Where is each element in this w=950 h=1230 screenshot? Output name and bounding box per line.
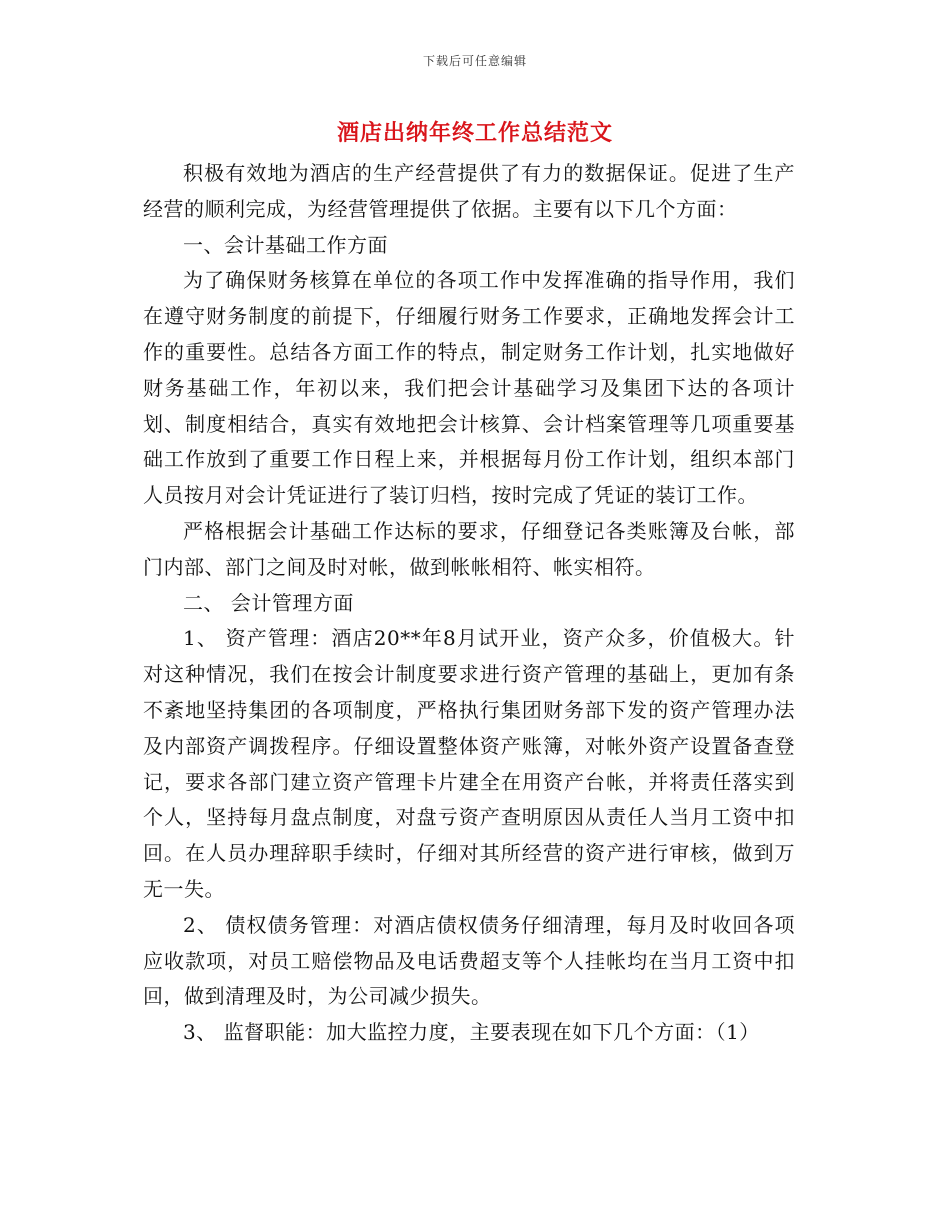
body-paragraph: 1、 资产管理：酒店20**年8月试开业，资产众多，价值极大。针对这种情况，我们在按会计制度要求进行资产管理的基础上，更加有条不紊地坚持集团的各项制度，严格执行集团财务部下发的资产管理办法及内部资产调拨程序。仔细设置整体资产账簿，对帐外资产设置备查登记，要求各部门建立资产管理卡片建全在用资产台帐，并将责任落实到个人，坚持每月盘点制度，对盘亏资产查明原因从责任人当月工资中扣回。在人员办理辞职手续时，仔细对其所经营的资产进行审核，做到万无一失。 bbox=[143, 626, 795, 901]
document-title: 酒店出纳年终工作总结范文 bbox=[336, 120, 613, 146]
body-paragraph: 为了确保财务核算在单位的各项工作中发挥准确的指导作用，我们在遵守财务制度的前提下，仔细履行财务工作要求，正确地发挥会计工作的重要性。总结各方面工作的特点，制定财务工作计划，扎实地做好财务基础工作，年初以来，我们把会计基础学习及集团下达的各项计划、制度相结合，真实有效地把会计核算、会计档案管理等几项重要基础工作放到了重要工作日程上来，并根据每月份工作计划，组织本部门人员按月对会计凭证进行了装订归档，按时完成了凭证的装订工作。 bbox=[143, 268, 795, 508]
section-heading-accounting-basics: 一、会计基础工作方面 bbox=[183, 232, 388, 257]
body-paragraph: 3、 监督职能：加大监控力度，主要表现在如下几个方面：（1） bbox=[183, 1020, 760, 1045]
section-heading-accounting-management: 二、 会计管理方面 bbox=[183, 590, 354, 615]
body-paragraph: 2、 债权债务管理：对酒店债权债务仔细清理，每月及时收回各项应收款项，对员工赔偿物品及电话费超支等个人挂帐均在当月工资中扣回，做到清理及时，为公司减少损失。 bbox=[143, 912, 795, 1009]
body-paragraph: 严格根据会计基础工作达标的要求，仔细登记各类账簿及台帐，部门内部、部门之间及时对帐，做到帐帐相符、帐实相符。 bbox=[143, 518, 795, 579]
document-body bbox=[143, 156, 795, 1051]
page-header: 下载后可任意编辑 bbox=[422, 54, 527, 68]
intro-paragraph: 积极有效地为酒店的生产经营提供了有力的数据保证。促进了生产经营的顺利完成，为经营管理提供了依据。主要有以下几个方面： bbox=[143, 161, 795, 221]
